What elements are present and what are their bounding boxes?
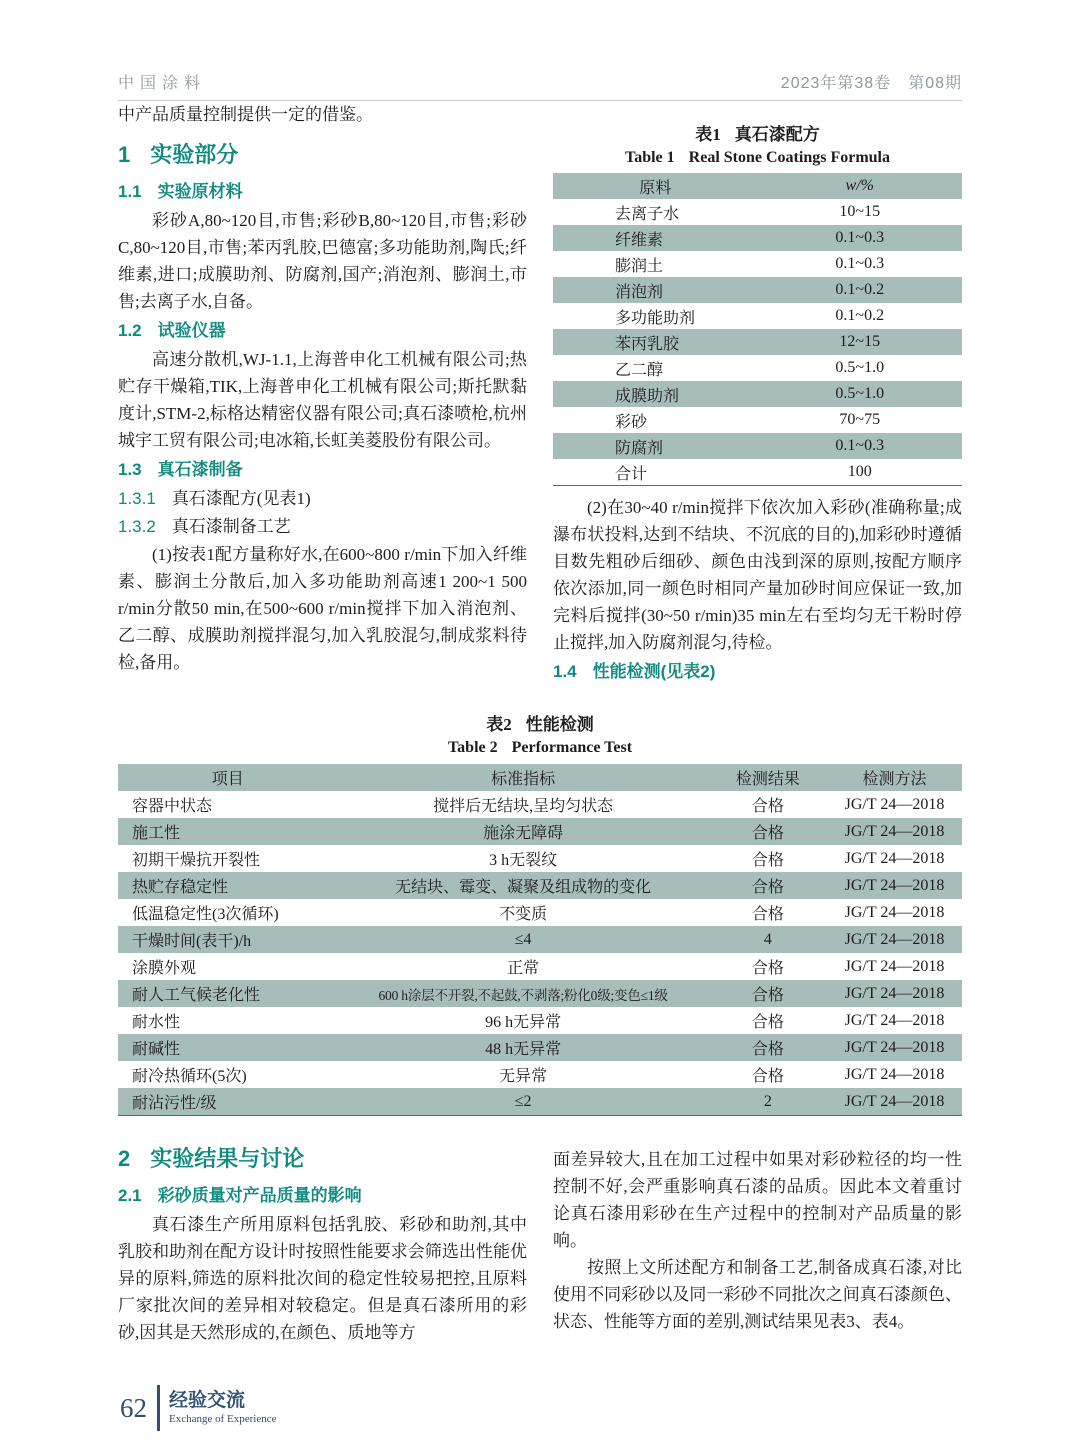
table-cell: 多功能助剂 [615,309,696,327]
table-cell: 0.1~0.3 [758,225,963,251]
table-cell: 合格 [751,906,784,923]
columns-bottom [118,1138,962,1346]
table-cell: 干燥时间(表干)/h [118,926,337,953]
footer-section-en: Exchange of Experience [169,1413,277,1425]
table-row [118,953,962,980]
table-cell: 消泡剂 [553,277,758,303]
page-number: 62 [120,1392,147,1423]
section-heading-2: 2 实验结果与讨论 [118,1146,305,1171]
subsection-heading-1-1: 1.1 实验原材料 [118,182,243,201]
table-row [118,1088,962,1116]
subsection-heading-1-4: 1.4 性能检测(见表2) [553,662,716,681]
table-cell: JG/T 24—2018 [827,818,962,845]
paragraph-process-step2: (2)在30~40 r/min搅拌下依次加入彩砂(准确称量;成瀑布状投料,达到不结块、不沉底的目的),加彩砂时遵循目数先粗砂后细砂、颜色由浅到深的原则,按配方顺序依次添加,同一颜色时相同产量加砂时间应保证一致,加完料后搅拌(30~50 r/min)35 min左右至均匀无干粉时停止搅拌,加入防腐剂混匀,待检。 [553,498,962,652]
left-column [118,101,527,687]
table-cell: JG/T 24—2018 [827,926,962,953]
subsection-heading-1-3-2: 1.3.2 真石漆制备工艺 [118,517,291,536]
table1-caption: 表1 真石漆配方 Table 1 Real Stone Coatings Formula [625,125,890,166]
table-row [553,199,962,225]
footer-section [169,1390,277,1426]
table-row [118,1034,962,1061]
table-cell: 合格 [709,872,827,899]
table-cell: 合格 [751,960,784,977]
column-header: 检测结果 [709,764,827,791]
table-cell: 初期干燥抗开裂性 [132,852,261,869]
table-cell: 乙二醇 [615,361,664,379]
table-cell: 0.1~0.3 [758,433,963,459]
table-performance-test [118,764,962,1116]
table-cell: JG/T 24—2018 [844,795,945,813]
table-row [553,251,962,277]
table-cell: 耐人工气候老化性 [118,980,337,1007]
table-cell: JG/T 24—2018 [827,872,962,899]
table-formula [553,173,962,486]
table-cell: 容器中状态 [132,798,213,815]
table-row [118,818,962,845]
table-row [553,355,962,381]
paragraph-process-step1: (1)按表1配方量称好水,在600~800 r/min下加入纤维素、膨润土分散后,加入多功能助剂高速1 200~1 500 r/min分散50 min,在500~600 r/min搅拌下加入消泡剂、乙二醇、成膜助剂搅拌混匀,加入乳胶混匀,制成浆料待检,备用。 [118,545,527,672]
table-cell: 4 [709,926,827,953]
table-row [553,329,962,355]
paragraph-discussion-left: 真石漆生产所用原料包括乳胶、彩砂和助剂,其中乳胶和助剂在配方设计时按照性能要求会筛选出性能优异的原料,筛选的原料批次间的稳定性较易把控,且原料厂家批次间的差异相对较稳定。但是真石漆所用的彩砂,因其是天然形成的,在颜色、质地等方 [118,1215,527,1342]
table-row [118,1061,962,1088]
columns-top [118,101,962,687]
table-cell: 无异常 [499,1068,548,1085]
table-row [118,926,962,953]
table-cell: JG/T 24—2018 [844,957,945,975]
table-row [553,459,962,486]
table-row [553,277,962,303]
running-head [118,0,962,101]
table-cell: JG/T 24—2018 [844,849,945,867]
table-row [118,980,962,1007]
table-cell: 600 h涂层不开裂,不起鼓,不剥落;粉化0级;变色≤1级 [337,980,708,1007]
table-cell: 涂膜外观 [132,960,197,977]
paragraph-raw-materials: 彩砂A,80~120目,市售;彩砂B,80~120目,市售;彩砂C,80~120目,市售;苯丙乳胶,巴德富;多功能助剂,陶氏;纤维素,进口;成膜助剂、防腐剂,国产;消泡剂、膨润土,市售;去离子水,自备。 [118,211,527,311]
table-cell: 2 [709,1088,827,1116]
table-cell: 48 h无异常 [337,1034,708,1061]
table-cell: JG/T 24—2018 [844,903,945,921]
table-cell: ≤2 [337,1088,708,1116]
lead-paragraph: 中产品质量控制提供一定的借鉴。 [118,105,373,124]
table-cell: 纤维素 [553,225,758,251]
paragraph-discussion-right-2: 按照上文所述配方和制备工艺,制备成真石漆,对比使用不同彩砂以及同一彩砂不同批次之间真石漆颜色、状态、性能等方面的差别,测试结果见表3、表4。 [553,1258,962,1331]
table-cell: 合格 [751,798,784,815]
table-cell: ≤4 [337,926,708,953]
table-row [553,407,962,433]
table-row [118,899,962,926]
table-cell: JG/T 24—2018 [827,980,962,1007]
table-cell: 成膜助剂 [553,381,758,407]
paragraph-instruments: 高速分散机,WJ-1.1,上海普申化工机械有限公司;热贮存干燥箱,TIK,上海普申化工机械有限公司;斯托默黏度计,STM-2,标格达精密仪器有限公司;真石漆喷枪,杭州城宇工贸有限公司;电冰箱,长虹美菱股份有限公司。 [118,350,527,450]
page-footer [120,1385,277,1431]
right-column [553,101,962,687]
table-cell: 0.1~0.2 [758,277,963,303]
table-cell: 合格 [751,1014,784,1031]
table-cell: 正常 [507,960,540,977]
table-cell: 96 h无异常 [485,1014,562,1031]
column-header: 原料 [553,173,758,199]
table-cell: 0.1~0.2 [835,307,885,324]
subsection-heading-1-3-1: 1.3.1 真石漆配方(见表1) [118,489,311,508]
column-header: 项目 [118,764,337,791]
column-header: 标准指标 [337,764,708,791]
table-row [118,791,962,818]
table2-caption: 表2 性能检测 Table 2 Performance Test [447,715,633,756]
table-cell: JG/T 24—2018 [844,1065,945,1083]
footer-section-cn: 经验交流 [169,1390,246,1411]
table-cell: 合格 [709,980,827,1007]
table-cell: 去离子水 [615,205,680,223]
table-cell: 3 h无裂纹 [489,852,558,869]
section-heading-1: 1 实验部分 [118,142,239,167]
subsection-heading-1-2: 1.2 试验仪器 [118,321,226,340]
table-header-row [553,173,962,199]
table-row [553,225,962,251]
table-row [553,381,962,407]
table-cell: 耐沾污性/级 [118,1088,337,1116]
table-row [118,1007,962,1034]
table-header-row [118,764,962,791]
table-cell: 防腐剂 [553,433,758,459]
table-cell: 施工性 [118,818,337,845]
table-cell: 0.1~0.3 [835,255,885,272]
table-cell: 0.5~1.0 [835,359,885,376]
table-cell: 搅拌后无结块,呈均匀状态 [433,798,614,815]
table-cell: 不变质 [499,906,548,923]
column-header: w/% [758,173,963,199]
table-cell: 12~15 [758,329,963,355]
footer-divider [157,1385,160,1431]
table-cell: JG/T 24—2018 [844,1011,945,1029]
table-cell: 合格 [751,1068,784,1085]
table2-block [118,713,962,1116]
table-row [118,845,962,872]
subsection-heading-2-1: 2.1 彩砂质量对产品质量的影响 [118,1186,362,1205]
table-cell: JG/T 24—2018 [827,1088,962,1116]
table-cell: JG/T 24—2018 [827,1034,962,1061]
paragraph-discussion-right-1: 面差异较大,且在加工过程中如果对彩砂粒径的均一性控制不好,会严重影响真石漆的品质。因此本文着重讨论真石漆用彩砂在生产过程中的控制对产品质量的影响。 [553,1150,962,1250]
table-cell: 70~75 [839,411,881,428]
table-cell: 无结块、霉变、凝聚及组成物的变化 [337,872,708,899]
table-cell: 10~15 [839,203,881,220]
table-cell: 苯丙乳胶 [553,329,758,355]
right-column-2 [553,1138,962,1346]
table-cell: 100 [758,459,963,486]
issue-info: 2023年第38卷 第08期 [780,75,962,92]
column-header: 检测方法 [827,764,962,791]
table-cell: 彩砂 [615,413,648,431]
table-cell: 耐冷热循环(5次) [132,1068,247,1085]
table-cell: 低温稳定性(3次循环) [132,906,279,923]
table-row [118,872,962,899]
table-cell: 热贮存稳定性 [118,872,337,899]
table-cell: 合格 [709,818,827,845]
table-cell: 耐水性 [132,1014,181,1031]
table-cell: 施涂无障碍 [337,818,708,845]
table-row [553,303,962,329]
journal-name: 中国涂料 [118,75,207,92]
table-cell: 合格 [751,852,784,869]
table-row [553,433,962,459]
table-cell: 膨润土 [615,257,664,275]
left-column-2 [118,1138,527,1346]
table-cell: 合计 [553,459,758,486]
subsection-heading-1-3: 1.3 真石漆制备 [118,460,243,479]
table-cell: 合格 [709,1034,827,1061]
table-cell: 耐碱性 [118,1034,337,1061]
table-cell: 0.5~1.0 [758,381,963,407]
